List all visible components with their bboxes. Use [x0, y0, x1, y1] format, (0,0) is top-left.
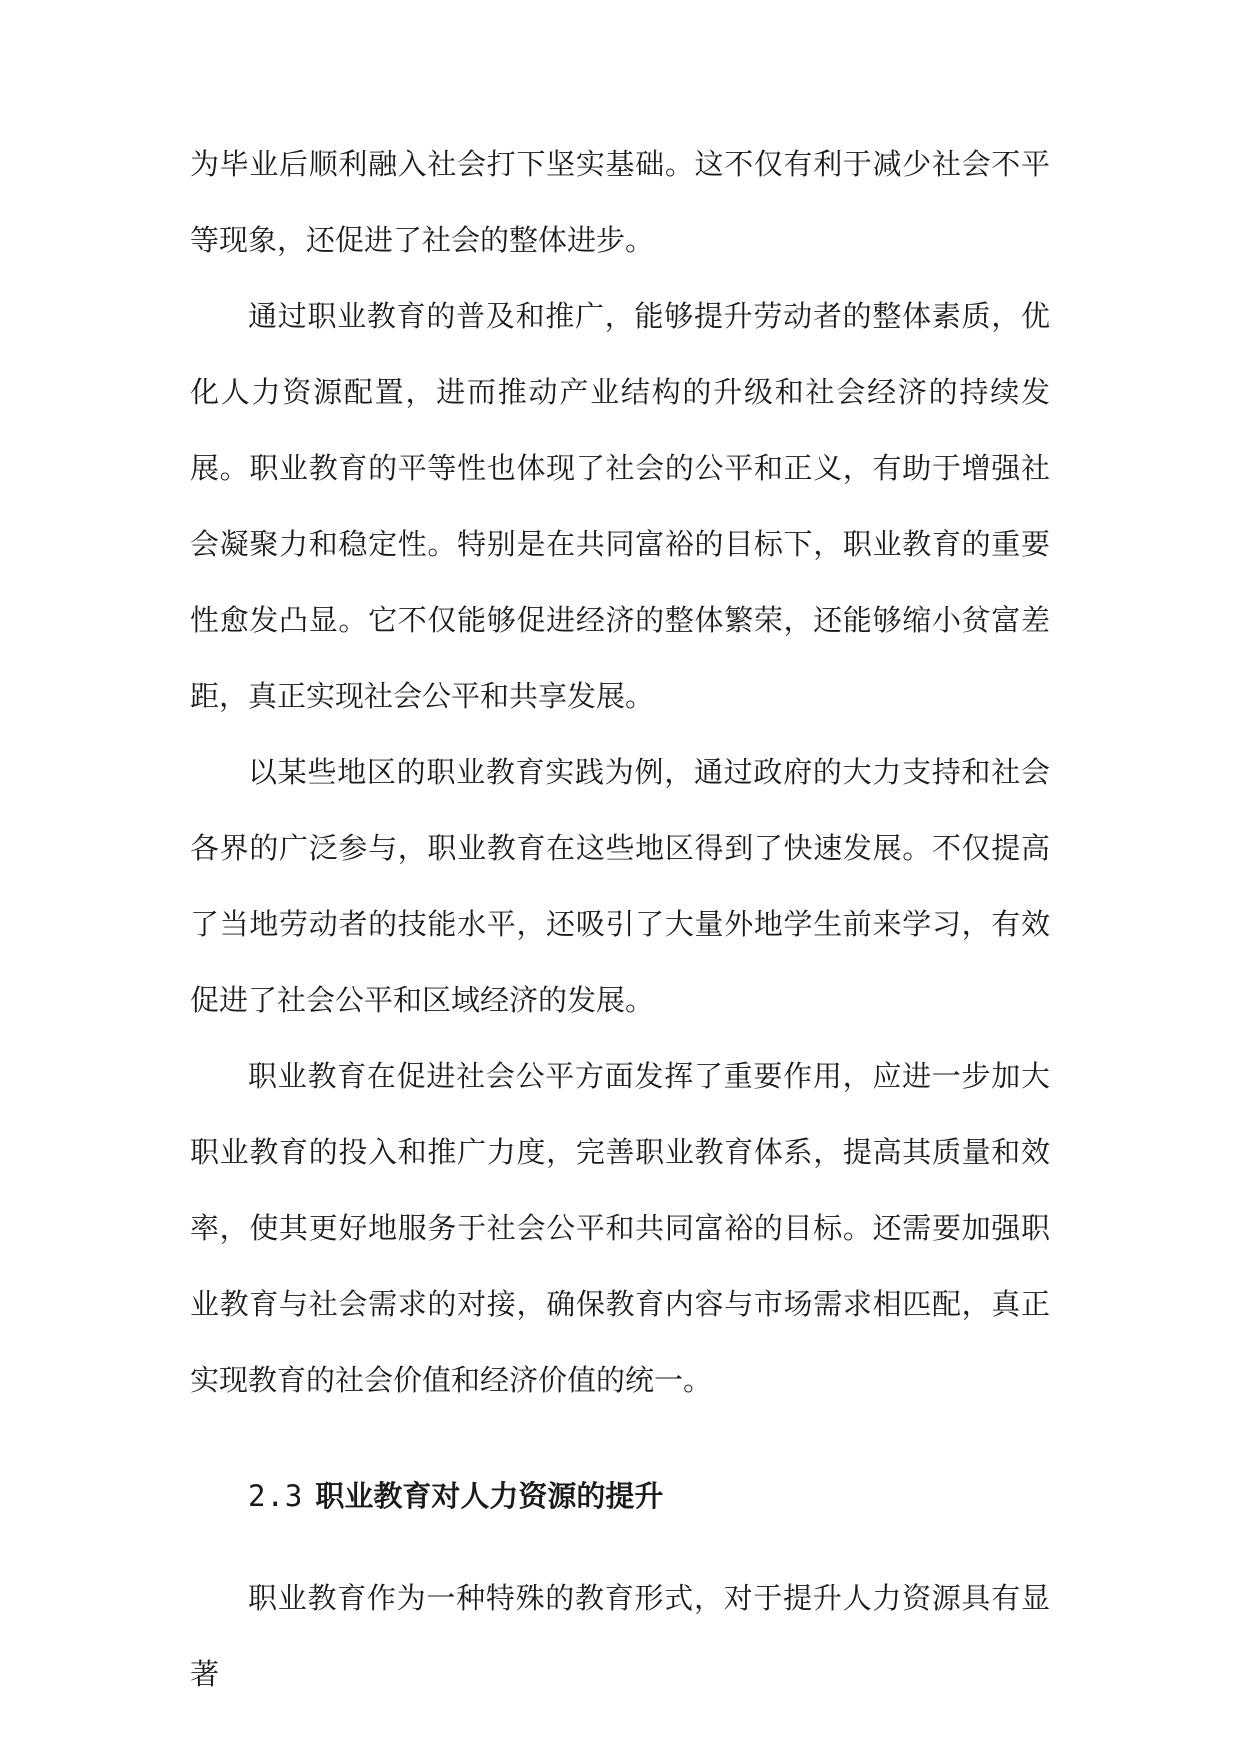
paragraph-section-intro: 职业教育作为一种特殊的教育形式，对于提升人力资源具有显著: [190, 1581, 1050, 1691]
section-heading: [248, 1472, 663, 1520]
paragraph-vocational-education-promotion: 通过职业教育的普及和推广，能够提升劳动者的整体素质，优化人力资源配置，进而推动产业结构的升级和社会经济的持续发展。职业教育的平等性也体现了社会的公平和正义，有助于增强社会凝聚力和稳定性。特别是在共同富裕的目标下，职业教育的重要性愈发凸显。它不仅能够促进经济的整体繁荣，还能够缩小贫富差距，真正实现社会公平和共享发展。: [190, 299, 1050, 713]
section-title: 职业教育对人力资源的提升: [315, 1479, 664, 1513]
paragraph-social-equity-role: 职业教育在促进社会公平方面发挥了重要作用，应进一步加大职业教育的投入和推广力度，完善职业教育体系，提高其质量和效率，使其更好地服务于社会公平和共同富裕的目标。还需要加强职业教育与社会需求的对接，确保教育内容与市场需求相匹配，真正实现教育的社会价值和经济价值的统一。: [190, 1059, 1050, 1397]
section-number: 2.3: [248, 1479, 304, 1513]
paragraph-continuation: 为毕业后顺利融入社会打下坚实基础。这不仅有利于减少社会不平等现象，还促进了社会的整体进步。: [190, 147, 1050, 257]
paragraph-regional-practice: 以某些地区的职业教育实践为例，通过政府的大力支持和社会各界的广泛参与，职业教育在这些地区得到了快速发展。不仅提高了当地劳动者的技能水平，还吸引了大量外地学生前来学习，有效促进了社会公平和区域经济的发展。: [190, 755, 1050, 1017]
